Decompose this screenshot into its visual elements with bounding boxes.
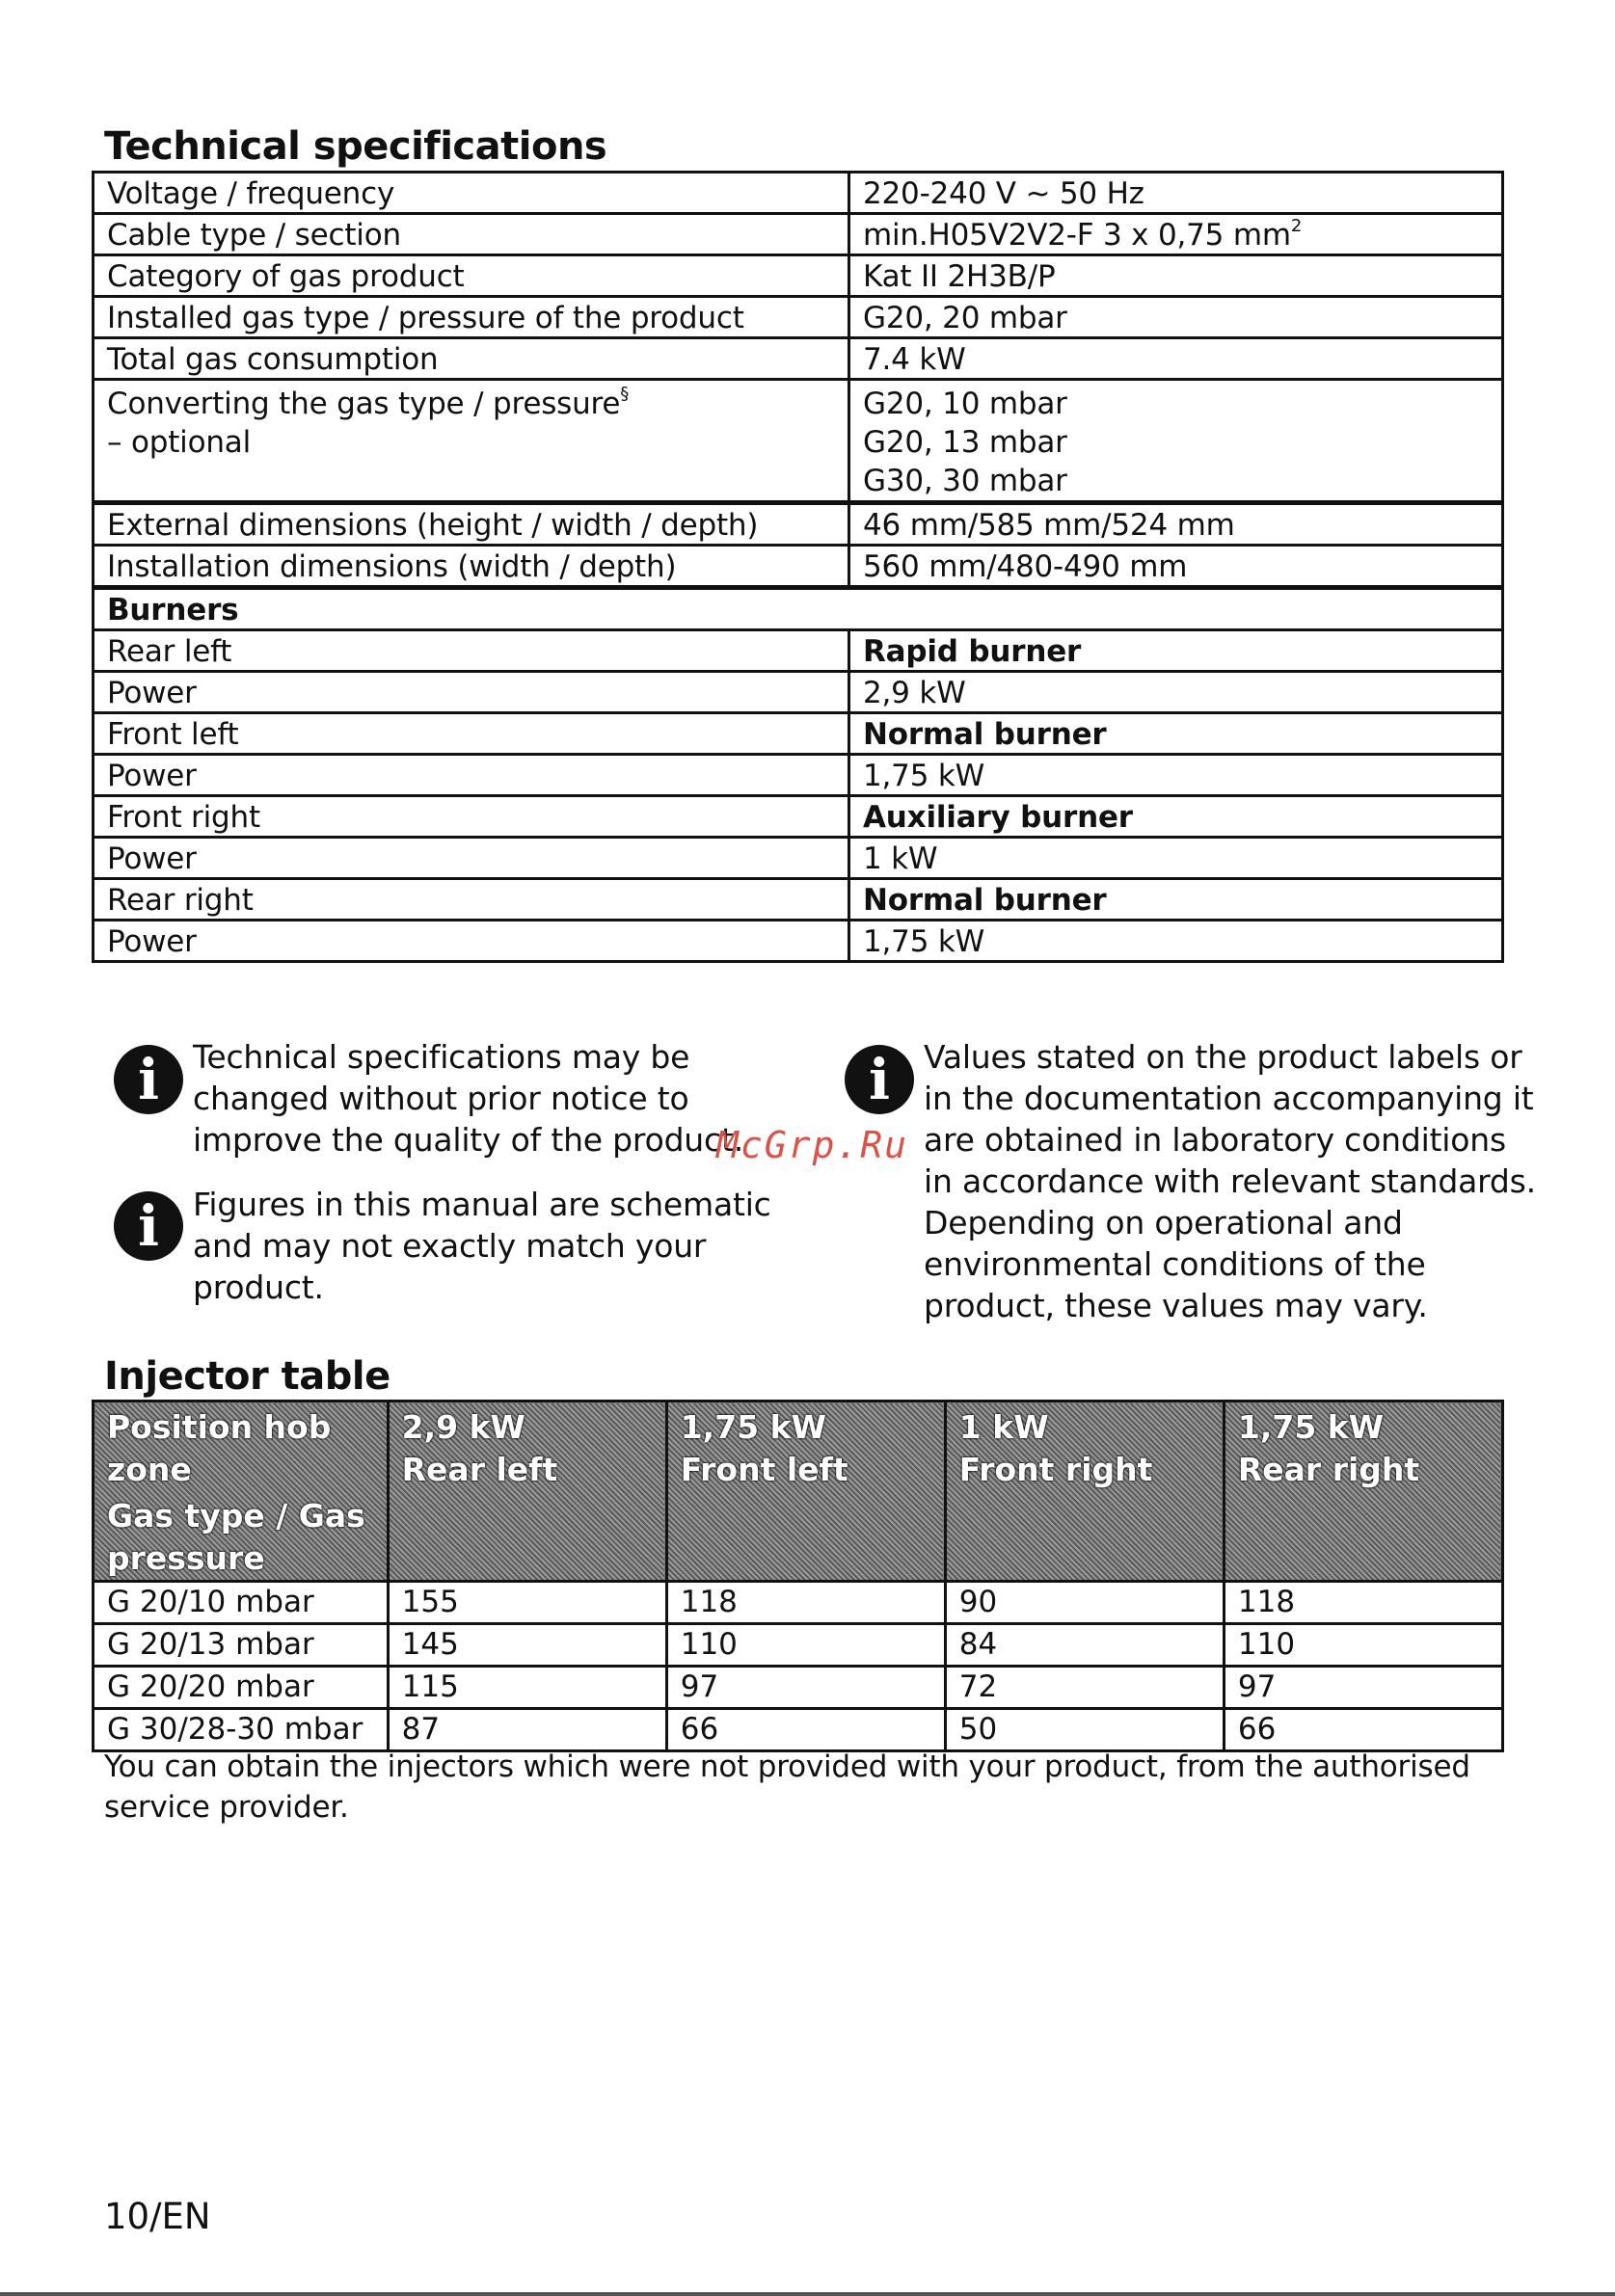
injector-table-title: Injector table: [104, 1354, 390, 1399]
spec-label: Category of gas product: [94, 255, 849, 297]
table-row: [94, 338, 1503, 380]
table-row: [94, 503, 1503, 546]
page-number: 10/EN: [104, 2196, 211, 2237]
injector-cell: 155: [388, 1582, 666, 1624]
note-figures-schematic: [193, 1184, 771, 1308]
table-row: [94, 879, 1503, 921]
gas-type-cell: G 20/20 mbar: [94, 1667, 389, 1709]
header-column: [666, 1402, 945, 1582]
note-line: in the documentation accompanying it: [924, 1080, 1534, 1117]
section-sign-superscript: §: [620, 384, 630, 404]
spec-value-text: min.H05V2V2-F 3 x 0,75 mm: [863, 218, 1291, 253]
gas-type-cell: G 20/13 mbar: [94, 1624, 389, 1667]
table-row: [94, 755, 1503, 796]
table-row: [94, 173, 1503, 214]
injector-cell: 115: [388, 1667, 666, 1709]
spec-label-line: – optional: [107, 425, 251, 460]
spec-label: Voltage / frequency: [94, 173, 849, 214]
injector-footnote: You can obtain the injectors which were not provided with your product, from the authorised service provider.: [104, 1749, 1470, 1825]
injector-cell: 72: [945, 1667, 1224, 1709]
burner-value: 1 kW: [849, 838, 1503, 879]
gas-type-cell: G 30/28-30 mbar: [94, 1709, 389, 1751]
burner-label: Rear left: [94, 630, 849, 672]
spec-value: 220-240 V ~ 50 Hz: [849, 173, 1503, 214]
injector-cell: 50: [945, 1709, 1224, 1751]
burner-label: Power: [94, 921, 849, 962]
header-power: 1,75 kW: [680, 1408, 826, 1446]
spec-label: Cable type / section: [94, 214, 849, 255]
table-row: [94, 672, 1503, 713]
table-row: [94, 796, 1503, 838]
header-zone: Rear right: [1237, 1451, 1420, 1488]
injector-cell: 66: [666, 1709, 945, 1751]
burner-value: 2,9 kW: [849, 672, 1503, 713]
burner-label: Power: [94, 755, 849, 796]
table-row: [94, 838, 1503, 879]
burner-value: Auxiliary burner: [849, 796, 1503, 838]
spec-label: Installation dimensions (width / depth): [94, 546, 849, 588]
table-row: [94, 214, 1503, 255]
note-line: Values stated on the product labels or: [924, 1038, 1522, 1076]
table-row: [94, 630, 1503, 672]
note-line: and may not exactly match your: [193, 1227, 707, 1265]
spec-label: [94, 380, 849, 503]
note-line: Figures in this manual are schematic: [193, 1186, 771, 1223]
burner-value: 1,75 kW: [849, 755, 1503, 796]
injector-cell: 66: [1224, 1709, 1502, 1751]
injector-cell: 87: [388, 1709, 666, 1751]
injector-cell: 97: [1224, 1667, 1502, 1709]
header-column: [388, 1402, 666, 1582]
note-line: are obtained in laboratory conditions: [924, 1121, 1506, 1159]
info-icon: i: [114, 1045, 183, 1114]
note-line: Depending on operational and: [924, 1204, 1403, 1241]
table-row: [94, 1667, 1503, 1709]
burner-label: Rear right: [94, 879, 849, 921]
bottom-rule: [0, 2292, 1615, 2296]
spec-value: [849, 214, 1503, 255]
watermark: McGrp.Ru: [716, 1124, 909, 1166]
spec-value-line: G20, 13 mbar: [863, 425, 1067, 460]
note-line: product, these values may vary.: [924, 1287, 1428, 1324]
header-position-gas: [94, 1402, 389, 1582]
injector-cell: 118: [1224, 1582, 1502, 1624]
header-zone: Rear left: [401, 1451, 558, 1488]
spec-value: Kat II 2H3B/P: [849, 255, 1503, 297]
note-line: changed without prior notice to: [193, 1080, 689, 1117]
tech-specs-title: Technical specifications: [104, 124, 607, 169]
info-icon: i: [114, 1191, 183, 1261]
spec-value: [849, 380, 1503, 503]
note-line: product.: [193, 1268, 324, 1306]
header-power: 1,75 kW: [1237, 1408, 1385, 1446]
burner-label: Power: [94, 838, 849, 879]
spec-label: External dimensions (height / width / depth): [94, 503, 849, 546]
note-line: environmental conditions of the: [924, 1245, 1426, 1283]
table-row: [94, 588, 1503, 630]
note-values-may-vary: [924, 1036, 1536, 1326]
table-row: [94, 1624, 1503, 1667]
spec-value: 7.4 kW: [849, 338, 1503, 380]
injector-cell: 90: [945, 1582, 1224, 1624]
header-zone: Front left: [680, 1451, 848, 1488]
header-column: [1224, 1402, 1502, 1582]
note-line: Technical specifications may be: [193, 1038, 690, 1076]
spec-label: Installed gas type / pressure of the product: [94, 297, 849, 338]
table-header-row: [94, 1402, 1503, 1582]
spec-value: G20, 20 mbar: [849, 297, 1503, 338]
info-icon: i: [845, 1045, 914, 1114]
note-line: in accordance with relevant standards.: [924, 1162, 1536, 1200]
injector-cell: 145: [388, 1624, 666, 1667]
spec-value-superscript: 2: [1290, 216, 1303, 236]
burner-value: Normal burner: [849, 713, 1503, 755]
header-position-hob-zone: Position hob zone: [107, 1408, 332, 1488]
table-row: [94, 546, 1503, 588]
spec-value-line: G20, 10 mbar: [863, 387, 1067, 421]
spec-value-line: G30, 30 mbar: [863, 464, 1067, 498]
burner-label: Front right: [94, 796, 849, 838]
table-row: [94, 1582, 1503, 1624]
burner-value: 1,75 kW: [849, 921, 1503, 962]
injector-cell: 110: [1224, 1624, 1502, 1667]
table-row: [94, 297, 1503, 338]
table-row: [94, 921, 1503, 962]
gas-type-cell: G 20/10 mbar: [94, 1582, 389, 1624]
injector-cell: 118: [666, 1582, 945, 1624]
burner-value: Normal burner: [849, 879, 1503, 921]
table-row: [94, 255, 1503, 297]
header-zone: Front right: [958, 1451, 1153, 1488]
header-power: 1 kW: [958, 1408, 1049, 1446]
table-row: [94, 380, 1503, 503]
burner-label: Power: [94, 672, 849, 713]
injector-cell: 97: [666, 1667, 945, 1709]
spec-value: 560 mm/480-490 mm: [849, 546, 1503, 588]
header-column: [945, 1402, 1224, 1582]
injector-cell: 84: [945, 1624, 1224, 1667]
table-row: [94, 1709, 1503, 1751]
burners-heading: Burners: [94, 588, 1503, 630]
table-row: [94, 713, 1503, 755]
spec-label-line: [107, 385, 835, 423]
burner-value: Rapid burner: [849, 630, 1503, 672]
tech-specs-table: [92, 171, 1504, 963]
spec-value: 46 mm/585 mm/524 mm: [849, 503, 1503, 546]
note-line: improve the quality of the product.: [193, 1121, 743, 1159]
burner-label: Front left: [94, 713, 849, 755]
note-specs-may-change: [193, 1036, 743, 1161]
header-power: 2,9 kW: [401, 1408, 525, 1446]
spec-label-text: Converting the gas type / pressure: [107, 387, 621, 421]
injector-table: [92, 1400, 1504, 1752]
spec-label: Total gas consumption: [94, 338, 849, 380]
header-gas-type-pressure: Gas type / Gas pressure: [107, 1497, 365, 1577]
injector-cell: 110: [666, 1624, 945, 1667]
